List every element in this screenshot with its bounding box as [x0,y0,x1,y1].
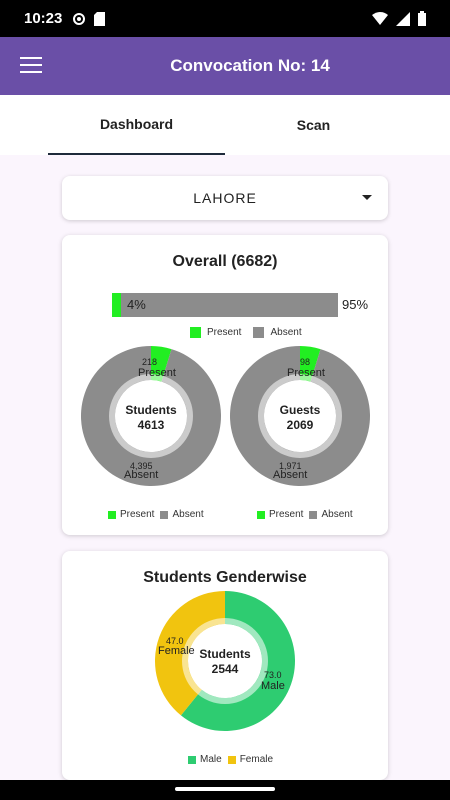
students-present-value: 218 [142,357,158,367]
legend-female-label: Female [239,754,274,765]
genderwise-card [62,551,388,780]
home-gesture-pill[interactable] [175,787,275,791]
page-title: Convocation No: 14 [170,56,330,75]
caret-down-icon [362,195,372,200]
absent-pct-label: 95% [342,297,369,312]
students-legend-present: Present [120,509,155,520]
sd-card-icon [94,12,105,26]
tab-bar [0,95,450,155]
students-legend-absent: Absent [172,509,204,520]
overall-legend [190,327,314,338]
students-center-title: Students [125,403,177,417]
battery-icon [418,11,426,26]
gender-legend [188,754,285,765]
campus-dropdown[interactable] [62,176,388,220]
app-bar [0,37,450,95]
male-value: 73.0 [264,670,282,680]
gender-center-title: Students [199,647,251,661]
guests-legend-absent: Absent [321,509,353,520]
guests-absent-value: 1,971 [279,461,302,471]
gender-center-value: 2544 [211,662,239,676]
guests-present-label: Present [287,367,325,379]
overall-title: Overall (6682) [172,253,278,270]
present-pct-label: 4% [127,297,146,312]
system-nav-bar [0,780,450,800]
female-value: 47.0 [166,636,184,646]
campus-dropdown-value: LAHORE [193,190,257,206]
legend-absent-label: Absent [270,327,302,338]
female-label: Female [158,645,195,657]
tab-scan[interactable]: Scan [296,117,331,133]
guests-center [265,403,335,433]
students-legend-absent-swatch [160,511,168,519]
legend-present-swatch [190,327,201,338]
overall-card [62,235,388,535]
students-present-label: Present [138,367,176,379]
students-legend [108,509,216,520]
hamburger-icon[interactable] [20,57,42,75]
guests-absent-label: Absent [273,469,308,481]
status-bar [0,0,450,37]
students-absent-label: Absent [124,469,159,481]
students-center [116,403,186,433]
guests-legend-present: Present [269,509,304,520]
settings-icon [72,12,86,26]
students-absent-value: 4,395 [130,461,153,471]
wifi-icon [372,12,388,25]
guests-legend [257,509,365,520]
tab-dashboard[interactable]: Dashboard [48,95,225,155]
overall-attendance-bar [112,293,338,317]
legend-present-label: Present [207,327,242,338]
guests-legend-absent-swatch [309,511,317,519]
guests-present-value: 98 [300,357,311,367]
guests-center-value: 2069 [286,418,314,432]
guests-center-title: Guests [279,403,321,417]
male-label: Male [261,680,285,692]
status-time: 10:23 [24,10,63,27]
students-center-value: 4613 [137,418,165,432]
legend-male-swatch [188,756,196,764]
gender-center [190,647,260,677]
present-bar-fill [112,293,121,317]
legend-absent-swatch [253,327,264,338]
students-legend-present-swatch [108,511,116,519]
guests-legend-present-swatch [257,511,265,519]
legend-female-swatch [228,756,236,764]
legend-male-label: Male [200,754,222,765]
genderwise-title: Students Genderwise [143,569,307,586]
signal-icon [396,12,410,26]
